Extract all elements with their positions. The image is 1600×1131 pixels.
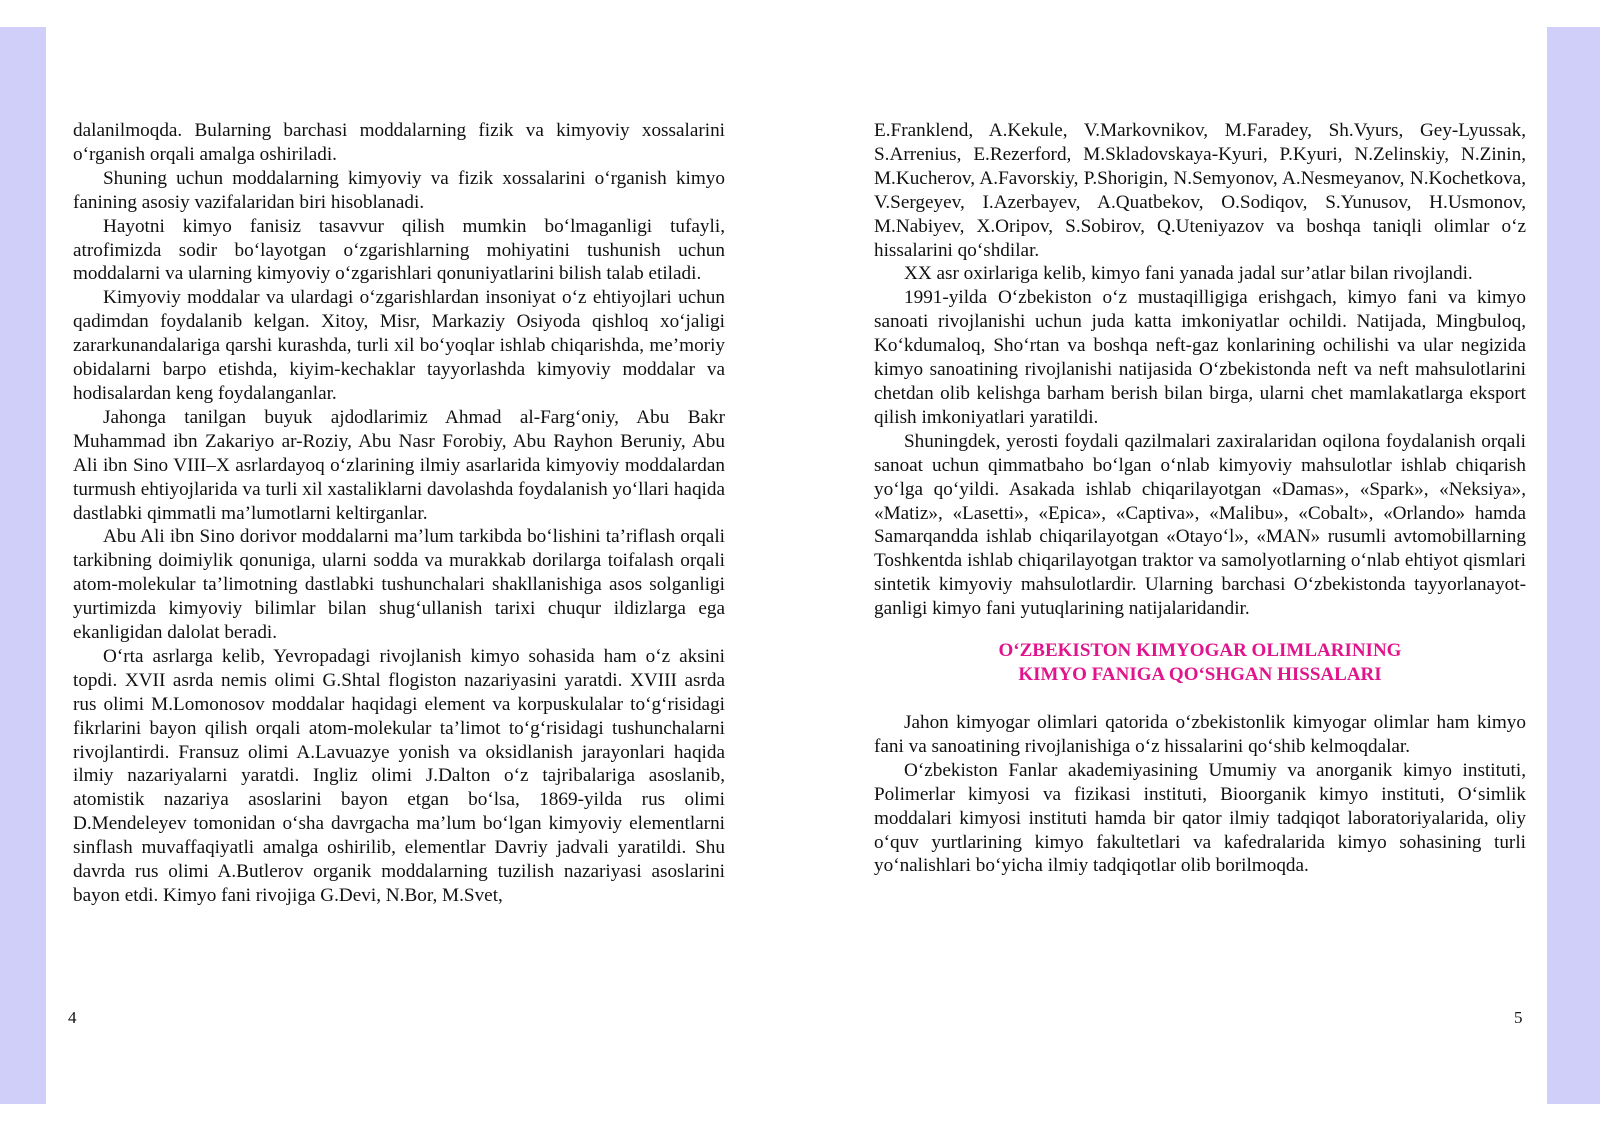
section-heading-line-1: O‘ZBEKISTON KIMYOGAR OLIMLARINING — [998, 640, 1402, 662]
right-margin-strip — [1547, 27, 1600, 1104]
paragraph: Kimyoviy moddalar va ulardagi o‘zgarishlardan insoniyat o‘z ehtiyojlari uchun qadimdan foydalanib kelgan. Xitoy, Misr, Markaziy Osiyoda qishloq xo‘jaligi zararkunandalariga qarshi kurashda, turli xil bo‘yoqlar ishlab chiqarishda, me’moriy obidalarni barpo etishda, kiyim-kechaklar tayyorlashda kimyoviy moddalar va hodisalardan keng foydalanganlar. — [73, 287, 725, 404]
left-margin-strip — [0, 27, 46, 1104]
paragraph: Jahonga tanilgan buyuk ajdodlarimiz Ahmad al-Farg‘oniy, Abu Bakr Muhammad ibn Zakariyo ar-Roziy, Abu Nasr Forobiy, Abu Rayhon Beruniy, Abu Ali ibn Sino VIII–X asrlardayoq o‘zlarining ilmiy asarlarida kimyoviy moddalardan turmush ehtiyojlarida va turli xil xastaliklarni davolashda foydalanish yo‘llari haqida dastlabki qimmatli ma’lumotlarni keltirganlar. — [73, 406, 725, 524]
right-page — [874, 119, 1526, 878]
paragraph: Shuning uchun moddalarning kimyoviy va fizik xossalarini o‘rganish kimyo fanining asosiy vazifalaridan biri hisoblanadi. — [73, 167, 725, 213]
page-number-right: 5 — [1514, 1008, 1523, 1027]
paragraph: O‘zbekiston Fanlar akademiyasining Umumiy va anorganik kimyo instituti, Polimerlar kimyosi va fizikasi instituti, Bioorganik kimyo instituti, O‘simlik moddalari kimyosi instituti hamda bir qator ilmiy tadqiqot laboratoriyalarida, oliy o‘quv yurtlarining kimyo fakultetlari va kafedralarida kimyo sohasining turli yo‘nalishlari bo‘yicha ilmiy tadqiqotlar olib borilmoqda. — [874, 759, 1526, 877]
paragraph: Shuningdek, yerosti foydali qazilmalari zaxiralaridan oqilona foydalanish orqali sanoat uchun qimmatbaho bo‘lgan o‘nlab kimyoviy mahsulotlar ishlab chiqarish yo‘lga qo‘yildi. Asakada ishlab chiqarilayotgan «Damas», «Spark», «Neksiya», «Matiz», «Lasetti», «Epica», «Captiva», «Malibu», «Cobalt», «Orlando» hamda Samarqandda ishlab chiqarilayotgan «Otayo‘l», «MAN» rusumli avtomobillarning Toshkentda ishlab chiqarilayotgan traktor va samolyotlarning o‘nlab ehtiyot qismlari sintetik kimyoviy mahsulotlardir. Ularning barchasi O‘zbekistonda tayyorlanayotganligi kimyo fani yutuqlarining natijalaridandir. — [874, 430, 1526, 620]
paragraph: O‘rta asrlarga kelib, Yevropadagi rivojlanish kimyo sohasida ham o‘z aksini topdi. XVII asrda nemis olimi G.Shtal flogiston nazariyasini yaratdi. XVIII asrda rus olimi M.Lomonosov moddalar haqidagi element va korpuskulalar to‘g‘risidagi fikrlarini bayon qilish orqali atom-molekular ta’limot to‘g‘risidagi tushunchalarni rivojlantirdi. Fransuz olimi A.Lavuazye yonish va oksidlanish jarayonlari haqida ilmiy nazariyalarni yaratdi. Ingliz olimi J.Dalton o‘z tajribalariga asoslanib, atomistik nazariya asoslarini bayon etgan bo‘lsa, 1869-yilda rus olimi D.Mendeleyev tomonidan o‘sha davrgacha ma’lum bo‘lgan kimyoviy elementlarni sinflash muvaffaqiyatli amalga oshirilib, elementlar Davriy jadvali yaratildi. Shu davrda rus olimi A.Butlerov organik moddalarning tuzilish nazariyasi asoslarini bayon etdi. Kimyo fani rivojiga G.Devi, N.Bor, M.Svet, — [73, 645, 725, 906]
paragraph: XX asr oxirlariga kelib, kimyo fani yanada jadal sur’atlar bilan rivojlandi. — [904, 263, 1473, 285]
left-page — [73, 119, 725, 908]
section-heading — [874, 639, 1526, 687]
paragraph: E.Franklend, A.Kekule, V.Markovnikov, M.Faradey, Sh.Vyurs, Gey-Lyussak, S.Arrenius, E.Rezerford, M.Skladovskaya-Kyuri, P.Kyuri, N.Zelinskiy, N.Zinin, M.Kucherov, A.Favorskiy, P.Shorigin, N.Semyonov, A.Nesmeyanov, N.Kochetkova, V.Sergeyev, I.Azerbayev, A.Quatbekov, O.Sodiqov, S.Yunusov, H.Usmonov, M.Nabiyev, X.Oripov, S.Sobirov, Q.Uteniyazov va boshqa taniqli olimlar o‘z hissalarini qo‘shdilar. — [874, 120, 1526, 261]
paragraph: Jahon kimyogar olimlari qatorida o‘zbekistonlik kimyogar olimlar ham kimyo fani va sanoatining rivojlanishiga o‘z hissalarini qo‘shib kelmoqdalar. — [874, 712, 1526, 757]
paragraph: Hayotni kimyo fanisiz tasavvur qilish mumkin bo‘lmaganligi tufayli, atrofimizda sodir bo‘layotgan o‘zgarishlarning mohiyatini tushunish uchun moddalarni va ularning kimyoviy o‘zgarishlari qonuniyatlarini bilish talab etiladi. — [73, 215, 725, 285]
section-heading-line-2: KIMYO FANIGA QO‘SHGAN HISSALARI — [1018, 664, 1382, 686]
paragraph: dalanilmoqda. Bularning barchasi moddalarning fizik va kimyoviy xossalarini o‘rganish orqali amalga oshiriladi. — [73, 120, 725, 165]
page-number-left: 4 — [68, 1008, 77, 1027]
paragraph: Abu Ali ibn Sino dorivor moddalarni ma’lum tarkibda bo‘lishini ta’riflash orqali tarkibning doimiylik qonuniga, ularni sodda va murakkab dorilarga toifalash orqali atom-molekular ta’limotning dastlabki tushunchalari shakllanishiga asos solganligi yurtimizda kimyoviy bilimlar bilan shug‘ullanish tarixi chuqur ildizlarga ega ekanligidan dalolat beradi. — [73, 526, 725, 644]
paragraph: 1991-yilda O‘zbekiston o‘z mustaqilligiga erishgach, kimyo fani va kimyo sanoati rivojlanishi uchun juda katta imkoniyatlar ochildi. Natijada, Mingbuloq, Ko‘kdumaloq, Sho‘rtan va boshqa neft-gaz konlarining ochilishi va ular negizida kimyo sanoatining rivojlanishi natijasida O‘zbekistonda neft va neft mahsulotlarini chetdan olib kelishga barham berish bilan birga, ularni chet mamlakatlarga eksport qilish imkoniyatlari yaratildi. — [874, 287, 1526, 428]
